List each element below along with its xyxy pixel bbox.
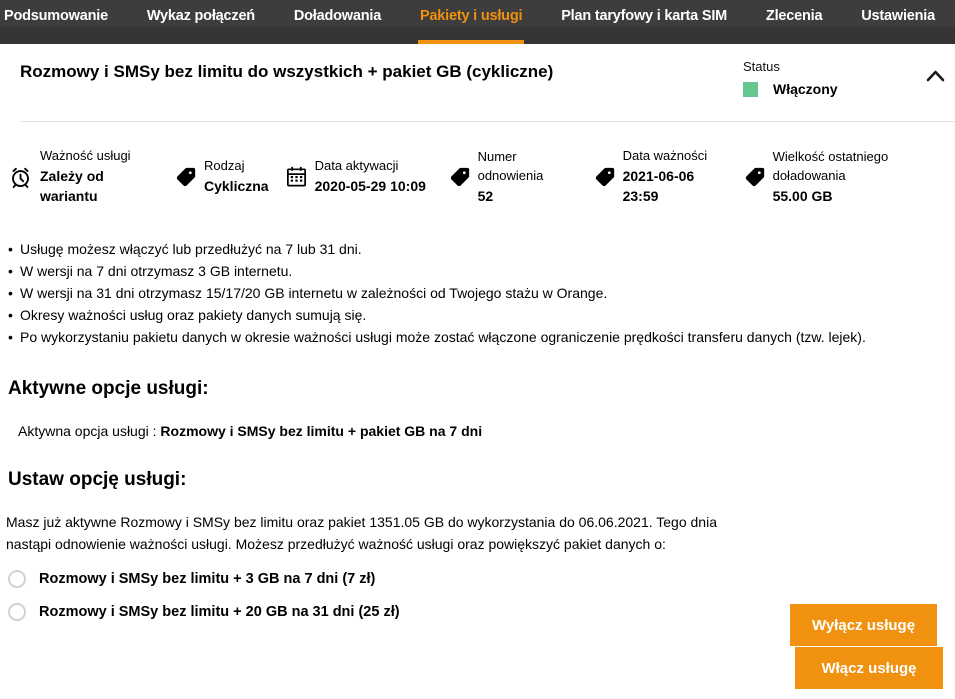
tag-icon	[175, 166, 197, 188]
calendar-icon	[285, 165, 308, 188]
info-item-data-aktywacji	[285, 157, 449, 196]
list-item: • Usługę możesz włączyć lub przedłużyć na 7 lub 31 dni.	[8, 238, 955, 260]
page-title: Rozmowy i SMSy bez limitu do wszystkich + pakiet GB (cykliczne)	[20, 62, 554, 81]
list-item: • Okresy ważności usług oraz pakiety danych sumują się.	[8, 304, 955, 326]
active-option-label: Aktywna opcja usługi :	[18, 423, 161, 439]
tab-zlecenia[interactable]: Zlecenia	[765, 8, 823, 24]
tab-ustawienia[interactable]: Ustawienia	[861, 8, 935, 24]
info-value: Zależy od wariantu	[40, 168, 104, 205]
disable-service-button[interactable]: Wyłącz usługę	[790, 604, 937, 646]
set-option-heading: Ustaw opcję usługi:	[8, 469, 187, 490]
status-block	[743, 59, 911, 97]
list-item: • Po wykorzystaniu pakietu danych w okresie ważności usługi może zostać włączone ograniczenie prędkości transferu danych (tzw. lejek).	[8, 326, 955, 348]
info-label: Rodzaj	[204, 158, 245, 174]
info-value: 55.00 GB	[772, 187, 833, 204]
tag-icon	[594, 166, 616, 188]
tab-doladowania[interactable]: Doładowania	[293, 8, 382, 24]
info-label: Ważność usługi	[40, 148, 131, 164]
status-label: Status	[743, 59, 780, 74]
list-item: • W wersji na 7 dni otrzymasz 3 GB internetu.	[8, 260, 955, 282]
info-label: Data aktywacji	[314, 158, 399, 174]
service-description-list	[8, 238, 955, 348]
info-item-wielkosc-doladowania	[744, 148, 955, 206]
info-value: 2021-06-06 23:59	[622, 168, 695, 205]
tag-icon	[744, 166, 766, 188]
active-option-line	[18, 423, 955, 439]
tab-plan-taryfowy[interactable]: Plan taryfowy i karta SIM	[561, 8, 728, 24]
tab-wykaz-polaczen[interactable]: Wykaz połączeń	[146, 8, 255, 24]
status-indicator	[743, 82, 758, 97]
list-item: • W wersji na 31 dni otrzymasz 15/17/20 GB internetu w zależności od Twojego stażu w Orange.	[8, 282, 955, 304]
active-option-value: Rozmowy i SMSy bez limitu + pakiet GB na 7 dni	[160, 423, 483, 439]
info-value: Cykliczna	[204, 178, 269, 195]
service-info-row	[0, 122, 955, 214]
info-label: Data ważności	[622, 148, 708, 164]
info-item-numer-odnowienia	[449, 148, 594, 206]
collapse-panel-button[interactable]	[911, 69, 945, 82]
radio-label: Rozmowy i SMSy bez limitu + 3 GB na 7 dni (7 zł)	[39, 571, 376, 587]
enable-service-button[interactable]: Włącz usługę	[795, 647, 943, 689]
info-item-data-waznosci	[594, 147, 744, 206]
top-nav	[0, 0, 955, 44]
tab-podsumowanie[interactable]: Podsumowanie	[4, 8, 108, 24]
active-options-heading: Aktywne opcje usługi:	[8, 378, 209, 399]
status-value: Włączony	[773, 81, 838, 97]
radio-label: Rozmowy i SMSy bez limitu + 20 GB na 31 dni (25 zł)	[39, 604, 400, 620]
radio-icon	[8, 570, 26, 588]
info-item-waznosc	[8, 147, 175, 206]
tag-icon	[449, 166, 471, 188]
tab-pakiety-i-uslugi[interactable]: Pakiety i usługi	[418, 0, 524, 44]
info-value: 2020-05-29 10:09	[314, 178, 426, 195]
info-label: Wielkość ostatniego doładowania	[772, 149, 889, 183]
alarm-clock-icon	[8, 165, 33, 190]
set-option-description: Masz już aktywne Rozmowy i SMSy bez limitu oraz pakiet 1351.05 GB do wykorzystania do 06.06.2021. Tego dnia nastąpi odnowienie ważności usługi. Możesz przedłużyć ważność usługi oraz powiększyć pakiet danych o:	[6, 514, 717, 552]
info-item-rodzaj	[175, 157, 285, 196]
info-label: Numer odnowienia	[477, 149, 544, 183]
service-header	[0, 44, 955, 121]
info-value: 52	[477, 187, 494, 204]
chevron-up-icon	[926, 69, 945, 82]
option-radio-7dni[interactable]	[8, 570, 955, 588]
radio-icon	[8, 603, 26, 621]
